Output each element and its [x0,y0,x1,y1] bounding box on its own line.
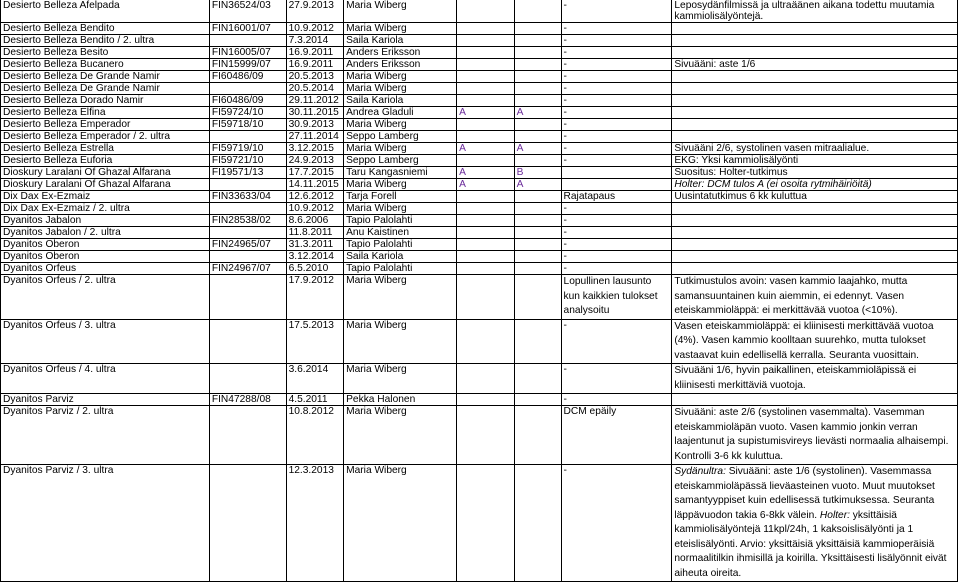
examiner-cell: Maria Wiberg [344,364,457,394]
grade-a-cell [457,251,515,263]
registration-number-cell [209,203,286,215]
table-row [1,406,958,465]
result-cell [672,119,958,131]
registration-number-cell: FIN24967/07 [209,263,286,275]
dog-name-cell: Desierto Belleza Emperador [1,119,210,131]
result-text: Sivuääni: aste 1/6 (systolinen). Vasemmassa eteiskammioläpässä lieväasteinen vuoto. Muut muutokset samantyyppiset kuin edellisessä tutkimuksessa. Seuranta läppävuodon takia 6-8kk välein. [674,466,935,521]
dog-name-cell: Dyanitos Oberon [1,251,210,263]
registration-number-cell: FIN16001/07 [209,23,286,35]
grade-a-cell [457,59,515,71]
remark-cell: - [561,319,672,364]
registration-number-cell: FIN33633/04 [209,191,286,203]
dog-name-cell: Dyanitos Orfeus / 2. ultra [1,275,210,320]
exam-date-cell: 12.3.2013 [286,465,344,582]
exam-date-cell: 12.6.2012 [286,191,344,203]
grade-a-cell: A [457,107,515,119]
dog-name-cell: Dyanitos Parviz / 2. ultra [1,406,210,465]
grade-b-cell [514,191,561,203]
registration-number-cell: FIN47288/08 [209,394,286,406]
grade-b-cell [514,215,561,227]
exam-date-cell: 3.12.2014 [286,251,344,263]
examiner-cell: Maria Wiberg [344,179,457,191]
dog-name-cell: Desierto Belleza Bendito / 2. ultra [1,35,210,47]
table-row [1,119,958,131]
result-cell: Tutkimustulos avoin: vasen kammio laajahko, mutta samansuuntainen kuin aiemmin, ei edennyt. Vasen eteiskammioläppä: ei merkittävää vuotoa (<10%). [672,275,958,320]
examiner-cell: Saila Kariola [344,35,457,47]
grade-b-cell [514,83,561,95]
examiner-cell: Tapio Palolahti [344,215,457,227]
grade-b-cell [514,119,561,131]
exam-date-cell: 24.9.2013 [286,155,344,167]
grade-a-cell: A [457,179,515,191]
dog-name-cell: Dix Dax Ex-Ezmaiz / 2. ultra [1,203,210,215]
remark-cell [561,179,672,191]
grade-b-cell: A [514,107,561,119]
registration-number-cell: FIN16005/07 [209,47,286,59]
registration-number-cell [209,406,286,465]
table-row [1,364,958,394]
registration-number-cell [209,251,286,263]
grade-a-cell [457,227,515,239]
remark-cell: - [561,119,672,131]
exam-date-cell: 20.5.2014 [286,83,344,95]
result-cell: EKG: Yksi kammiolisälyönti [672,155,958,167]
table-row [1,59,958,71]
grade-b-cell [514,47,561,59]
grade-a-cell [457,35,515,47]
examiner-cell: Maria Wiberg [344,319,457,364]
grade-b-cell [514,35,561,47]
examiner-cell: Anders Eriksson [344,59,457,71]
table-row [1,143,958,155]
result-cell [672,251,958,263]
registration-number-cell: FIN36524/03 [209,0,286,23]
remark-cell: - [561,203,672,215]
examiner-cell: Maria Wiberg [344,0,457,23]
grade-b-cell [514,263,561,275]
examiner-cell: Seppo Lamberg [344,155,457,167]
grade-a-cell [457,131,515,143]
remark-cell: - [561,0,672,23]
examiner-cell: Maria Wiberg [344,406,457,465]
grade-b-cell [514,59,561,71]
grade-a-cell [457,191,515,203]
dog-name-cell: Dix Dax Ex-Ezmaiz [1,191,210,203]
grade-a-cell [457,215,515,227]
table-row [1,227,958,239]
dog-name-cell: Dyanitos Orfeus [1,263,210,275]
table-row [1,239,958,251]
examiner-cell: Tapio Palolahti [344,239,457,251]
remark-cell: - [561,394,672,406]
result-cell [672,203,958,215]
registration-number-cell: FIN24965/07 [209,239,286,251]
examiner-cell: Maria Wiberg [344,143,457,155]
remark-cell: - [561,47,672,59]
exam-date-cell: 16.9.2011 [286,47,344,59]
table-row [1,23,958,35]
dog-name-cell: Desierto Belleza De Grande Namir [1,83,210,95]
table-row [1,215,958,227]
grade-a-cell [457,203,515,215]
exam-date-cell: 20.5.2013 [286,71,344,83]
remark-cell: - [561,227,672,239]
remark-cell: - [561,263,672,275]
remark-cell: - [561,465,672,582]
grade-a-cell: A [457,143,515,155]
registration-number-cell: FIN15999/07 [209,59,286,71]
result-cell [672,107,958,119]
dog-name-cell: Desierto Belleza Elfina [1,107,210,119]
registration-number-cell [209,364,286,394]
grade-b-cell [514,465,561,582]
table-row [1,394,958,406]
exam-date-cell: 14.11.2015 [286,179,344,191]
examiner-cell: Anders Eriksson [344,47,457,59]
examiner-cell: Taru Kangasniemi [344,167,457,179]
remark-cell: - [561,215,672,227]
grade-a-cell [457,239,515,251]
exam-date-cell: 29.11.2012 [286,95,344,107]
examiner-cell: Seppo Lamberg [344,131,457,143]
grade-b-cell [514,394,561,406]
result-cell [672,394,958,406]
grade-a-cell [457,275,515,320]
grade-b-cell [514,95,561,107]
result-cell: Sivuääni 2/6, systolinen vasen mitraalialue. [672,143,958,155]
dog-name-cell: Desierto Belleza De Grande Namir [1,71,210,83]
exam-date-cell: 8.6.2006 [286,215,344,227]
grade-a-cell [457,119,515,131]
grade-b-cell [514,155,561,167]
registration-number-cell: FI60486/09 [209,71,286,83]
dog-name-cell: Desierto Belleza Estrella [1,143,210,155]
table-row [1,35,958,47]
result-cell [672,47,958,59]
remark-cell: - [561,59,672,71]
table-row [1,251,958,263]
result-cell: Sivuääni 1/6, hyvin paikallinen, eteiskammioläpissä ei kliinisesti merkittäviä vuotoja. [672,364,958,394]
grade-a-cell [457,394,515,406]
dog-name-cell: Dioskury Laralani Of Ghazal Alfarana [1,167,210,179]
dog-name-cell: Desierto Belleza Dorado Namir [1,95,210,107]
table-row [1,131,958,143]
exam-date-cell: 11.8.2011 [286,227,344,239]
examiner-cell: Tarja Forell [344,191,457,203]
grade-a-cell [457,47,515,59]
table-row [1,71,958,83]
examiner-cell: Maria Wiberg [344,203,457,215]
table-row [1,155,958,167]
grade-a-cell [457,406,515,465]
examiner-cell: Tapio Palolahti [344,263,457,275]
result-cell [672,215,958,227]
result-cell [672,23,958,35]
registration-number-cell [209,131,286,143]
grade-b-cell: B [514,167,561,179]
examiner-cell: Saila Kariola [344,95,457,107]
grade-a-cell [457,95,515,107]
table-row [1,191,958,203]
result-cell [672,239,958,251]
result-cell: Sivuääni: aste 2/6 (systolinen vasemmalta). Vasemman eteiskammioläpän vuoto. Vasen kammio jonkin verran laajentunut ja supistumisvireys lievästi normaalia alhaisempi. Kontrolli 3-6 kk kuluttua. [672,406,958,465]
grade-b-cell [514,131,561,143]
result-cell [672,35,958,47]
registration-number-cell: FI60486/09 [209,95,286,107]
table-row [1,47,958,59]
result-cell [672,71,958,83]
examiner-cell: Andrea Gladuli [344,107,457,119]
result-cell: Vasen eteiskammioläppä: ei kliinisesti merkittävää vuotoa (4%). Vasen kammio koolltaan suurehko, mutta tulokset vastaavat kuin edellisellä kerralla. Seuranta vuosittain. [672,319,958,364]
result-cell: Leposydänfilmissä ja ultraäänen aikana todettu muutamia kammiolisälyöntejä. [672,0,958,23]
examiner-cell: Saila Kariola [344,251,457,263]
grade-a-cell [457,364,515,394]
remark-cell: - [561,23,672,35]
dog-name-cell: Dyanitos Parviz / 3. ultra [1,465,210,582]
registration-number-cell [209,275,286,320]
dog-name-cell: Dioskury Laralani Of Ghazal Alfarana [1,179,210,191]
dog-name-cell: Dyanitos Orfeus / 4. ultra [1,364,210,394]
table-row [1,0,958,23]
grade-b-cell [514,319,561,364]
grade-b-cell [514,251,561,263]
remark-cell [561,167,672,179]
grade-b-cell [514,203,561,215]
remark-cell: - [561,131,672,143]
result-cell [672,95,958,107]
exam-date-cell: 6.5.2010 [286,263,344,275]
grade-b-cell [514,364,561,394]
grade-b-cell [514,0,561,23]
table-row [1,275,958,320]
remark-cell: - [561,251,672,263]
dog-name-cell: Desierto Belleza Bendito [1,23,210,35]
grade-b-cell [514,239,561,251]
registration-number-cell: FI19571/13 [209,167,286,179]
table-row [1,107,958,119]
dog-name-cell: Desierto Belleza Afelpada [1,0,210,23]
grade-a-cell [457,263,515,275]
remark-cell: - [561,83,672,95]
exam-date-cell: 27.9.2013 [286,0,344,23]
exam-date-cell: 16.9.2011 [286,59,344,71]
remark-cell: - [561,239,672,251]
result-lead-label: Sydänultra: [674,466,726,477]
grade-b-cell [514,227,561,239]
examiner-cell: Maria Wiberg [344,275,457,320]
dog-name-cell: Dyanitos Parviz [1,394,210,406]
result-cell [672,83,958,95]
dog-name-cell: Dyanitos Oberon [1,239,210,251]
registration-number-cell [209,83,286,95]
dog-name-cell: Dyanitos Jabalon / 2. ultra [1,227,210,239]
registration-number-cell [209,319,286,364]
grade-b-cell [514,71,561,83]
grade-b-cell: A [514,179,561,191]
dog-name-cell: Dyanitos Jabalon [1,215,210,227]
exam-date-cell: 30.9.2013 [286,119,344,131]
registration-number-cell: FI59724/10 [209,107,286,119]
registration-number-cell: FIN28538/02 [209,215,286,227]
remark-cell: - [561,143,672,155]
exam-date-cell: 27.11.2014 [286,131,344,143]
examiner-cell: Maria Wiberg [344,465,457,582]
dog-name-cell: Desierto Belleza Emperador / 2. ultra [1,131,210,143]
registration-number-cell [209,227,286,239]
exam-date-cell: 3.6.2014 [286,364,344,394]
exam-date-cell: 3.12.2015 [286,143,344,155]
result-cell: Suositus: Holter-tutkimus [672,167,958,179]
exam-date-cell: 17.7.2015 [286,167,344,179]
grade-b-cell [514,275,561,320]
examiner-cell: Pekka Halonen [344,394,457,406]
examiner-cell: Maria Wiberg [344,119,457,131]
result-cell [672,465,958,582]
remark-cell: - [561,35,672,47]
grade-a-cell [457,465,515,582]
exam-date-cell: 30.11.2015 [286,107,344,119]
registration-number-cell: FI59721/10 [209,155,286,167]
result-cell: Uusintatutkimus 6 kk kuluttua [672,191,958,203]
exam-date-cell: 10.8.2012 [286,406,344,465]
exam-date-cell: 31.3.2011 [286,239,344,251]
grade-b-cell: A [514,143,561,155]
result-lead-label: Holter: [819,509,850,521]
remark-cell: - [561,155,672,167]
table-row [1,83,958,95]
grade-a-cell [457,71,515,83]
dog-name-cell: Desierto Belleza Euforia [1,155,210,167]
table-row [1,95,958,107]
table-row [1,167,958,179]
table-row [1,319,958,364]
grade-a-cell [457,155,515,167]
remark-cell: DCM epäily [561,406,672,465]
remark-cell: - [561,364,672,394]
examiner-cell: Maria Wiberg [344,83,457,95]
result-cell: Sivuääni: aste 1/6 [672,59,958,71]
table-row [1,203,958,215]
result-cell: Holter: DCM tulos A (ei osoita rytmihäiriöitä) [672,179,958,191]
result-cell [672,227,958,239]
remark-cell: Lopullinen lausunto kun kaikkien tulokset analysoitu [561,275,672,320]
grade-b-cell [514,23,561,35]
exam-date-cell: 4.5.2011 [286,394,344,406]
registration-number-cell [209,465,286,582]
exam-date-cell: 17.9.2012 [286,275,344,320]
registration-number-cell [209,35,286,47]
examiner-cell: Anu Kaistinen [344,227,457,239]
remark-cell: - [561,107,672,119]
registration-number-cell: FI59719/10 [209,143,286,155]
grade-b-cell [514,406,561,465]
result-cell [672,131,958,143]
examiner-cell: Maria Wiberg [344,71,457,83]
exam-date-cell: 10.9.2012 [286,23,344,35]
remark-cell: - [561,71,672,83]
remark-cell: - [561,95,672,107]
table-row [1,263,958,275]
table-row [1,179,958,191]
exam-date-cell: 17.5.2013 [286,319,344,364]
grade-a-cell [457,319,515,364]
table-row [1,465,958,582]
dog-name-cell: Dyanitos Orfeus / 3. ultra [1,319,210,364]
exam-date-cell: 10.9.2012 [286,203,344,215]
grade-a-cell: A [457,167,515,179]
grade-a-cell [457,83,515,95]
examiner-cell: Maria Wiberg [344,23,457,35]
exam-date-cell: 7.3.2014 [286,35,344,47]
grade-a-cell [457,23,515,35]
registration-number-cell [209,179,286,191]
result-cell [672,263,958,275]
registration-number-cell: FI59718/10 [209,119,286,131]
dog-name-cell: Desierto Belleza Besito [1,47,210,59]
grade-a-cell [457,0,515,23]
dog-name-cell: Desierto Belleza Bucanero [1,59,210,71]
remark-cell: Rajatapaus [561,191,672,203]
result-text: yksittäisiä kammiolisälyöntejä 11kpl/24h, 1 kaksoislisälyönti ja 1 eteislisälyönti. Arvio: yksittäisiä yksittäisiä kammioperäisiä normaalitilkin ihmisillä ja koirilla. Yksittäisesti lisälyönnit eivät aiheuta oireita. [674,509,947,579]
